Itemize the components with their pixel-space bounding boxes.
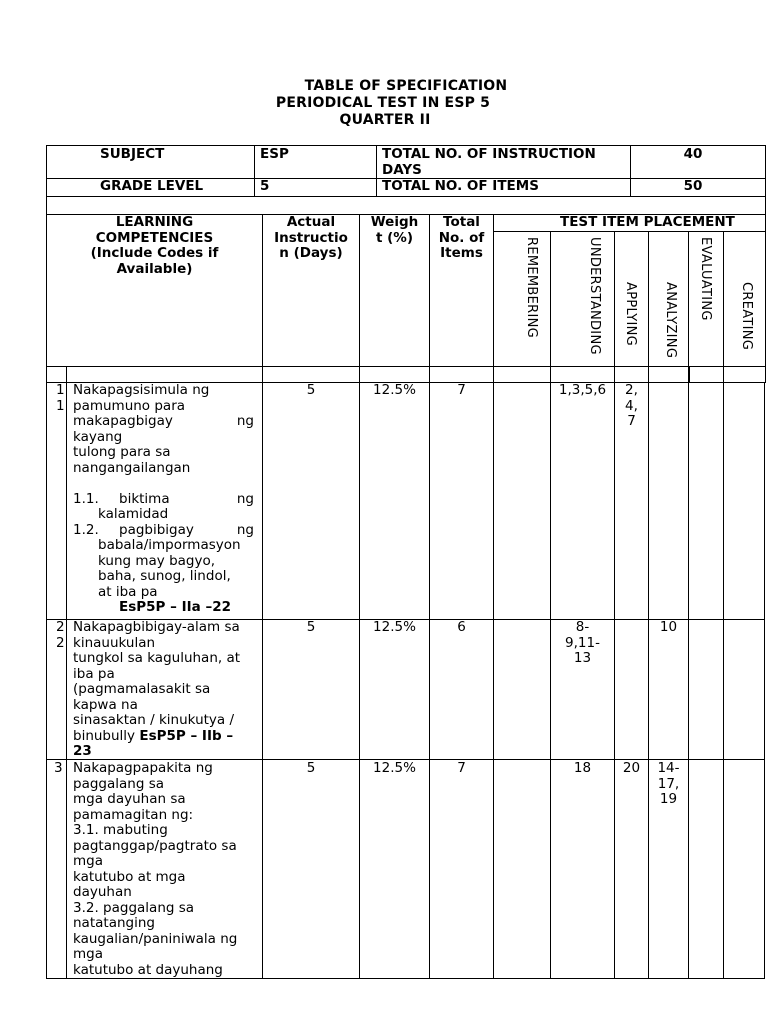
doc-quarter: QUARTER II [339,112,431,128]
row-2-items: 6 [457,619,466,635]
row-2-competency: Nakapagbibigay-alam sa kinauukulan tungkol sa kaguluhan, at iba pa (pagmamalasakit sa kapwa na sinasaktan / kinukutya / binubully EsP5P – IIb – 23 [73,619,241,759]
header-analyzing: ANALYZING [663,282,678,359]
row-2-understanding: 8- 9,11- 13 [565,619,600,666]
header-actual-days: Actual Instructio n (Days) [274,214,348,261]
header-applying: APPLYING [623,282,638,347]
header-competencies: LEARNING COMPETENCIES (Include Codes if Available) [90,214,219,277]
row-3-understanding: 18 [573,760,592,776]
row-2-analyzing: 10 [659,619,678,635]
doc-title: TABLE OF SPECIFICATION [304,78,508,94]
row-1-code: EsP5P – IIa –22 [119,599,231,615]
row-1-number: 1 1 [56,382,65,414]
grade-level-value: 5 [260,178,270,194]
subject-value: ESP [260,146,289,162]
subject-label: SUBJECT [100,146,165,162]
instruction-days-label: TOTAL NO. OF INSTRUCTION DAYS [382,146,596,178]
row-1-applying: 2, 4, 7 [625,382,638,429]
header-creating: CREATING [739,282,754,351]
row-3-analyzing: 14- 17, 19 [657,760,680,807]
header-evaluating: EVALUATING [698,237,713,321]
row-1-days: 5 [306,382,316,398]
row-1-items: 7 [457,382,466,398]
grade-level-label: GRADE LEVEL [100,178,204,194]
instruction-days-value: 40 [683,146,703,162]
total-items-value: 50 [683,178,703,194]
header-understanding: UNDERSTANDING [587,237,602,355]
row-3-weight: 12.5% [373,760,416,776]
row-3-days: 5 [306,760,316,776]
row-3-competency: Nakapagpapakita ng paggalang sa mga dayuhan sa pamamagitan ng: 3.1. mabuting pagtanggap/pagtrato sa mga katutubo at mga dayuhan 3.2. paggalang sa natatanging kaugalian/paniniwala ng mga katutubo at dayuhang [73,760,238,978]
doc-subtitle: PERIODICAL TEST IN ESP 5 [275,95,491,111]
row-2-code: EsP5P – IIb – [139,727,234,744]
header-total-items: Total No. of Items [438,214,485,261]
total-items-label: TOTAL NO. OF ITEMS [382,178,539,194]
header-remembering: REMEMBERING [524,237,539,338]
row-2-weight: 12.5% [373,619,416,635]
row-1-competency: Nakapagsisimula ng pamumuno para makapagbigay ng kayang tulong para sa nangangailangan 1.1. biktima ng kalamidad 1.2. pagbibigay ng babala/impormasyon kung may bagyo, baha, sunog, lindol, at iba pa EsP5P – IIa –22 [73,382,254,615]
row-3-number: 3 [54,760,63,776]
row-2-number: 2 2 [56,619,65,651]
row-3-items: 7 [457,760,466,776]
row-2-days: 5 [306,619,316,635]
row-1-weight: 12.5% [373,382,416,398]
row-1-understanding: 1,3,5,6 [558,382,607,398]
header-test-item-placement: TEST ITEM PLACEMENT [560,214,735,230]
row-3-applying: 20 [622,760,641,776]
header-weight: Weigh t (%) [370,214,419,246]
